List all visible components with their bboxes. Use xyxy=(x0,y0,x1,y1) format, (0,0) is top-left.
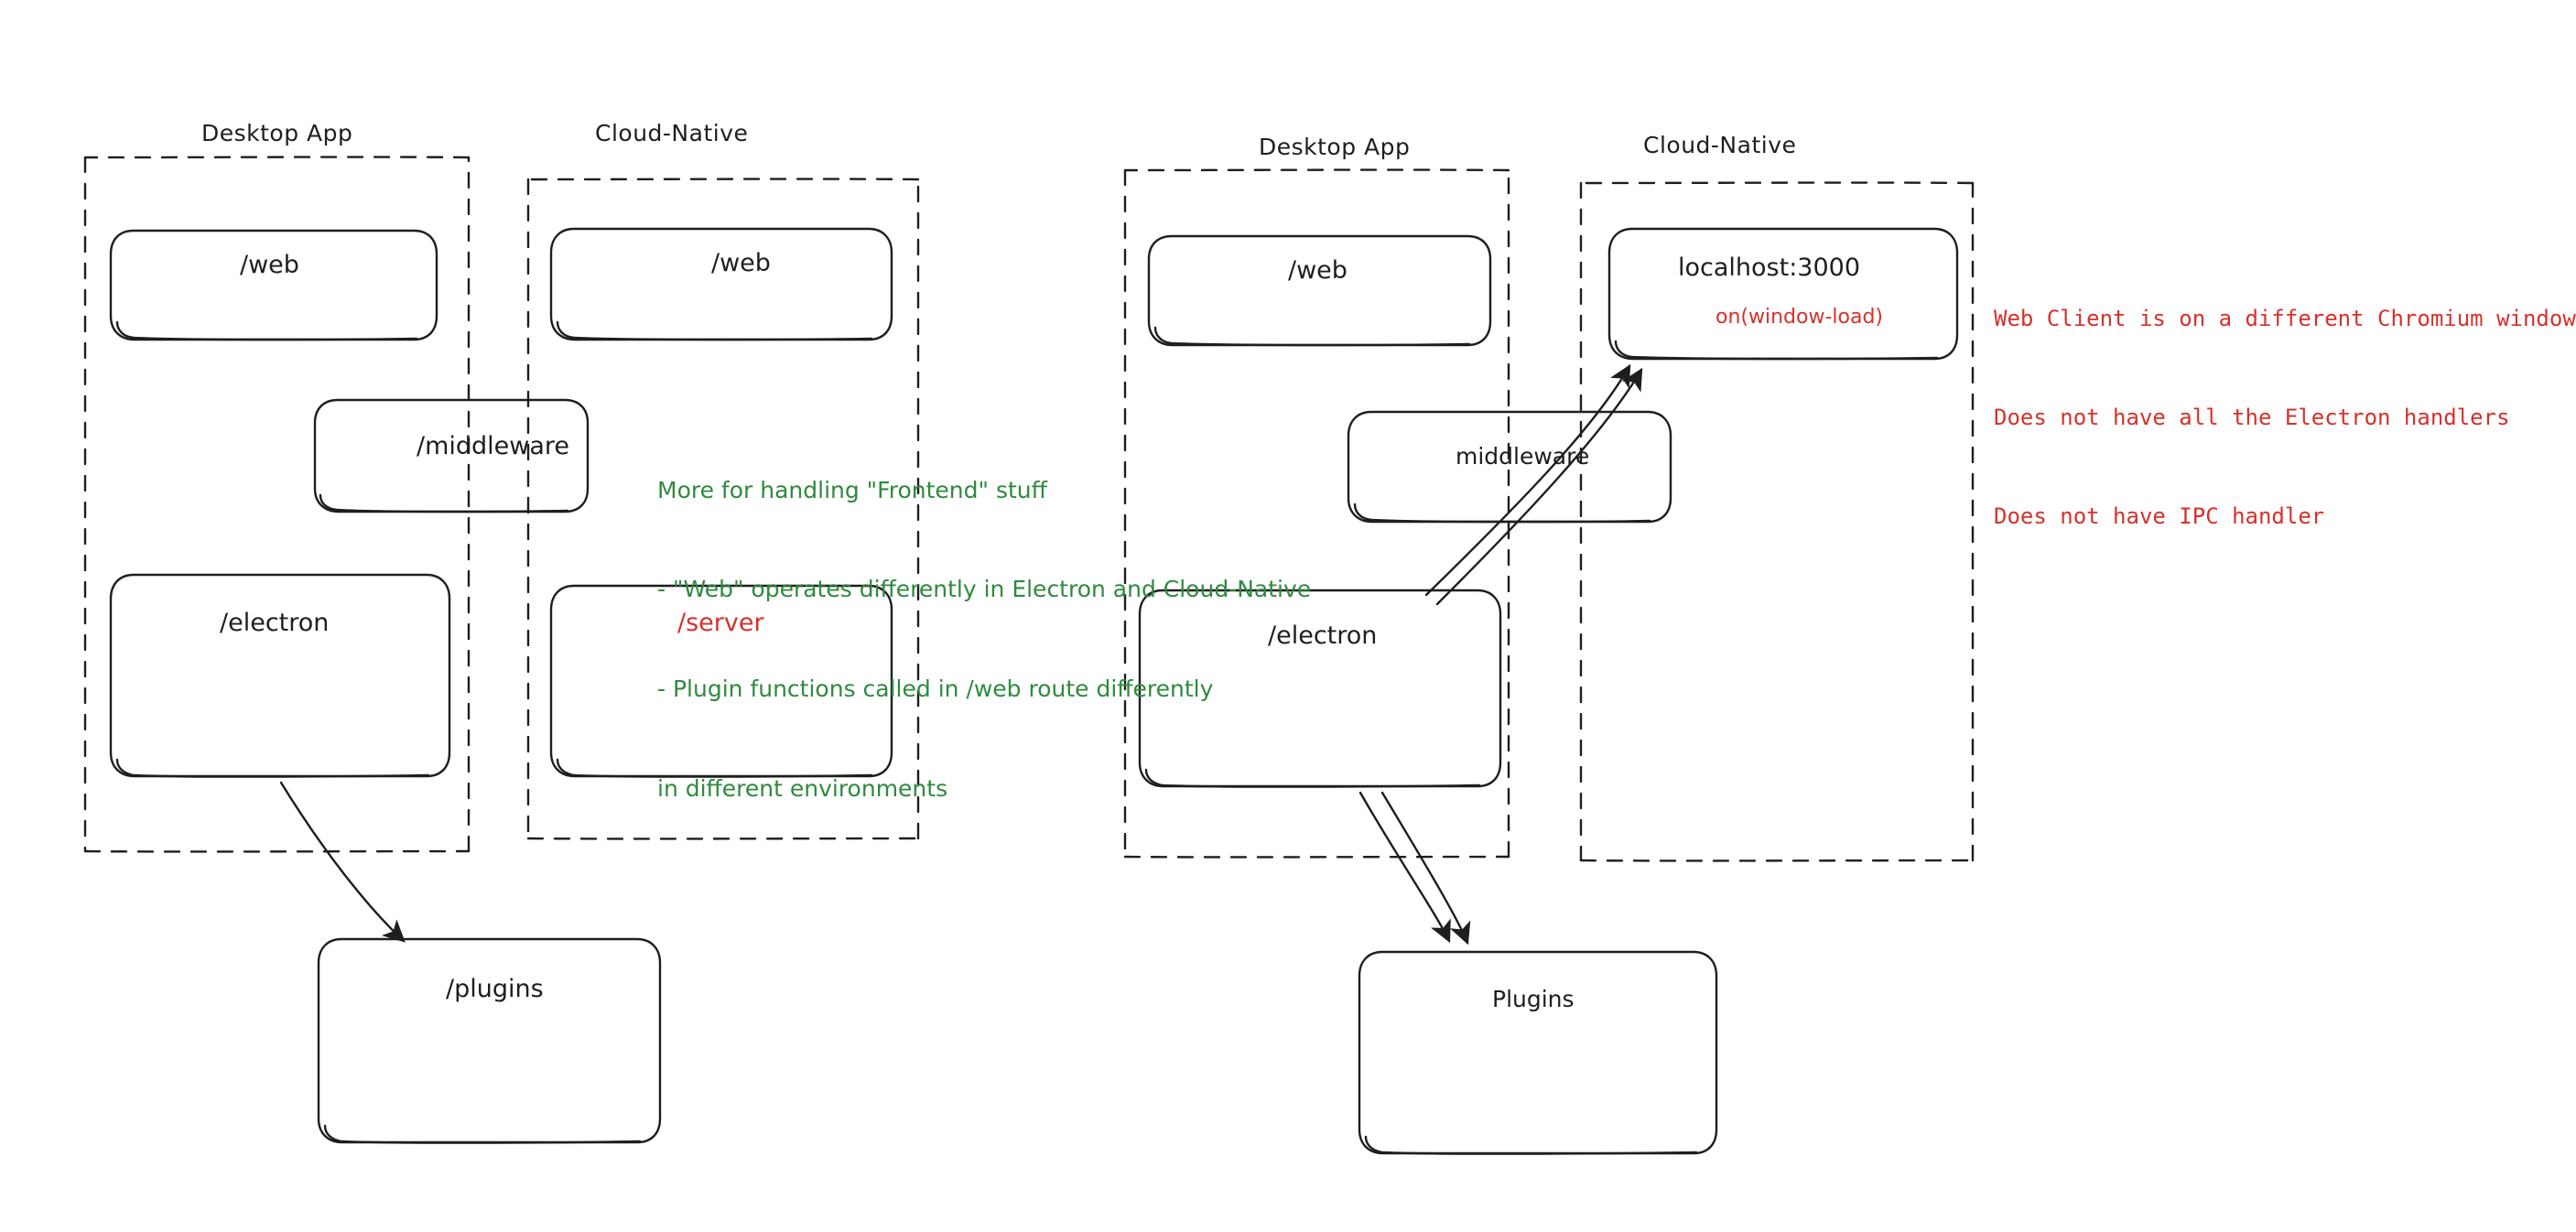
node-label-right-plugins: Plugins xyxy=(1492,986,1575,1012)
node-label-right-desktop-web: /web xyxy=(1288,256,1348,285)
node-label-left-plugins: /plugins xyxy=(446,975,544,1003)
node-label-left-desktop-middleware: /middleware xyxy=(417,432,570,460)
group-title-right-desktop: Desktop App xyxy=(1259,134,1411,160)
annotation-red xyxy=(1994,236,2576,599)
node-left-cloud-web xyxy=(551,229,892,340)
annotation-green xyxy=(657,407,1311,872)
annotation-green-line-2: - "Web" operates differently in Electron and Cloud-Native xyxy=(657,576,1312,603)
node-left-desktop-web xyxy=(111,231,437,340)
node-label-right-cloud-localhost: localhost:3000 xyxy=(1678,254,1861,282)
annotation-red-line-1: Web Client is on a different Chromium window xyxy=(1994,306,2576,331)
annotation-green-line-3: - Plugin functions called in /web route differently xyxy=(657,675,1214,702)
node-right-plugins xyxy=(1359,952,1716,1154)
node-right-desktop-web xyxy=(1149,236,1490,345)
annotation-red-line-3: Does not have IPC handler xyxy=(1994,503,2325,529)
node-sublabel-right-cloud-onwindowload: on(window-load) xyxy=(1716,306,1883,329)
node-label-right-desktop-electron: /electron xyxy=(1268,621,1378,650)
group-title-right-cloud: Cloud-Native xyxy=(1643,132,1797,158)
arrow-right-electron-to-localhost xyxy=(1426,366,1641,604)
node-label-left-cloud-server: /server xyxy=(677,609,764,637)
annotation-green-line-4: in different environments xyxy=(657,774,948,802)
arrow-left-electron-to-plugins xyxy=(281,783,404,941)
node-label-left-desktop-electron: /electron xyxy=(220,609,330,637)
node-label-left-cloud-web: /web xyxy=(711,249,771,277)
group-title-left-desktop: Desktop App xyxy=(201,120,353,146)
group-title-left-cloud: Cloud-Native xyxy=(595,120,749,146)
node-label-right-desktop-middleware: middleware xyxy=(1456,443,1590,470)
annotation-green-line-1: More for handling "Frontend" stuff xyxy=(657,476,1047,503)
annotation-red-line-2: Does not have all the Electron handlers xyxy=(1994,405,2510,430)
node-left-desktop-electron xyxy=(111,575,449,777)
node-left-plugins xyxy=(319,939,660,1143)
node-label-left-desktop-web: /web xyxy=(240,251,299,279)
arrow-right-electron-to-plugins xyxy=(1360,793,1467,943)
node-right-cloud-localhost xyxy=(1609,229,1957,359)
